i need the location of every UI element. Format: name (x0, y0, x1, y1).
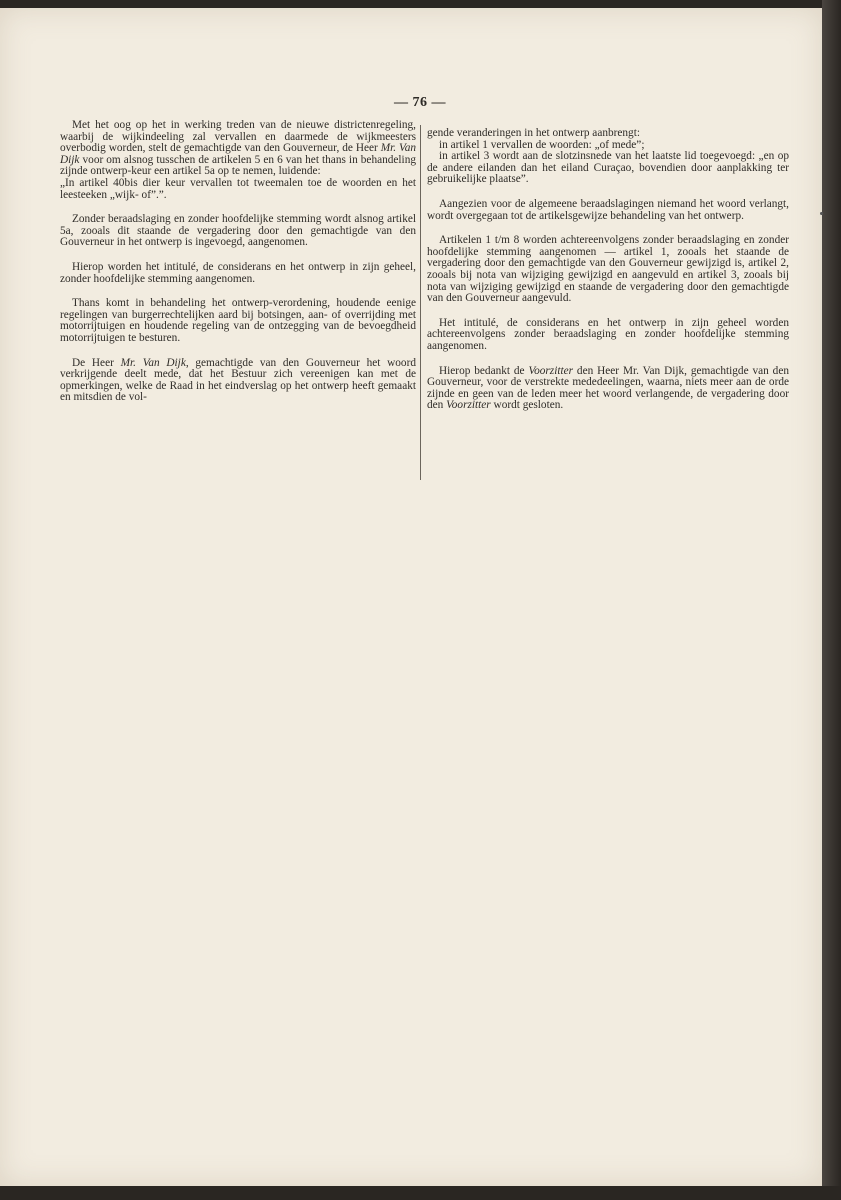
page-number: — 76 — (394, 95, 446, 110)
paragraph (427, 366, 789, 412)
text-run: „In artikel 40bis dier keur vervallen tot tweemalen toe de woorden en het leesteeken „wijk- of”.”. (60, 176, 416, 201)
italic-text: Mr. Van Dijk (60, 142, 417, 166)
paragraph (60, 358, 416, 404)
paragraph (427, 235, 789, 305)
margin-mark (820, 212, 823, 215)
column-divider (420, 125, 421, 480)
right-column (427, 128, 789, 425)
scan-edge-bottom (0, 1186, 841, 1200)
text-run: De Heer (72, 356, 121, 369)
text-run: in artikel 1 vervallen de woorden: „of mede”; (439, 138, 645, 151)
text-run: Zonder beraadslaging en zonder hoofdelijke stemming wordt alsnog artikel 5a, zooals dit staande de vergadering door den gemachtigde van den Gouverneur in het ontwerp is ingevoegd, aangenomen. (60, 213, 416, 249)
left-column (60, 120, 416, 417)
text-run: Met het oog op het in werking treden van de nieuwe districtenregeling, waarbij de wijkindeeling zal vervallen en daarmede de wijkmeesters overbodig worden, stelt de gemachtigde van den Gouverneur, de Heer (60, 119, 416, 155)
text-run: , gemachtigde van den Gouverneur het woord verkrijgende deelt mede, dat het Bestuur zich vereenigen kan met de opmerkingen, welke de Raad in het eindverslag op het ontwerp heeft gemaakt en mitsdien de vol- (60, 356, 416, 404)
text-run: Artikelen 1 t/m 8 worden achtereenvolgens zonder beraadslaging en zonder hoofdelijke stemming aangenomen — artikel 1, zooals het staande de vergadering door den gemachtigde van den Gouverneur gewijzigd is, artikel 2, zooals bij nota van wijziging gewijzigd en aangevuld en artikel 3, zooals bij nota van wijziging gewijzigd en staande de vergadering door den gemachtigde van den Gouverneur aangevuld. (427, 234, 789, 305)
italic-text: Mr. Van Dijk (120, 356, 186, 369)
paragraph (427, 318, 789, 353)
text-run: Aangezien voor de algemeene beraadslagingen niemand het woord verlangt, wordt overgegaan tot de artikelsgewijze behandeling van het ontwerp. (427, 197, 789, 222)
text-run: Hierop bedankt de (439, 364, 529, 377)
text-run: Thans komt in behandeling het ontwerp-verordening, houdende eenige regelingen van burgerrechtelijken aard bij botsingen, aan- of overrijding met motorrijtuigen en houdende regeling van de ontzegging van de bevoegdheid motorrijtuigen te besturen. (60, 297, 416, 344)
text-run: voor om alsnog tusschen de artikelen 5 en 6 van het thans in behandeling zijnde ontwerp-keur een artikel 5a op te nemen, luidende: (60, 153, 416, 178)
paragraph (60, 178, 416, 201)
italic-text: Voorzitter (446, 399, 491, 412)
paragraph (427, 151, 789, 186)
scan-edge-right (822, 0, 841, 1200)
text-run: Het intitulé, de considerans en het ontwerp in zijn geheel worden achtereenvolgens zonder beraadslaging en zonder hoofdelijke stemming aangenomen. (427, 316, 789, 352)
paragraph (60, 120, 416, 178)
text-run: Hierop worden het intitulé, de considerans en het ontwerp in zijn geheel, zonder hoofdelijke stemming aangenomen. (60, 260, 416, 285)
paragraph (60, 262, 416, 285)
text-run: den Heer Mr. Van Dijk, gemachtigde van den Gouverneur, voor de verstrekte mededeelingen, waarna, niets meer aan de orde zijnde en geen van de leden meer het woord verlangende, de vergadering door den (427, 364, 789, 412)
paragraph (60, 214, 416, 249)
paragraph (427, 199, 789, 222)
text-run: wordt gesloten. (490, 399, 564, 412)
italic-text: Voorzitter (528, 364, 574, 377)
paragraph (60, 298, 416, 344)
text-run: in artikel 3 wordt aan de slotzinsnede van het laatste lid toegevoegd: „en op de andere eilanden dan het eiland Curaçao, bovendien door aanplakking ter gebruikelijke plaatse”. (427, 150, 789, 186)
text-run: gende veranderingen in het ontwerp aanbrengt: (427, 127, 640, 139)
